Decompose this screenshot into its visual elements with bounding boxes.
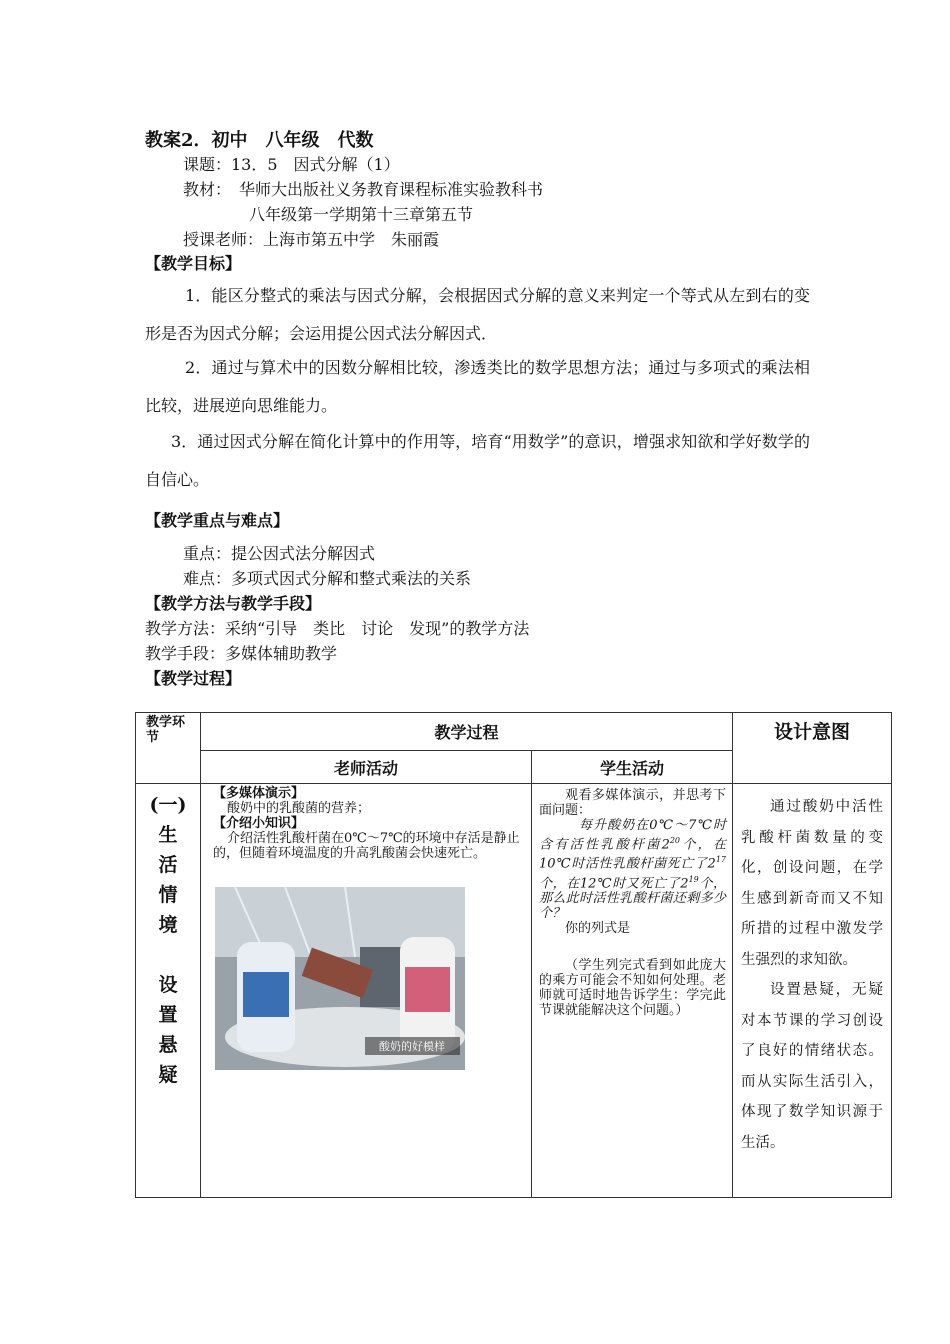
goal-1: 1．能区分整式的乘法与因式分解，会根据因式分解的意义来判定一个等式从左到右的变形是否为因式分解；会运用提公因式法分解因式． (145, 286, 810, 343)
lesson-teacher: 授课老师：上海市第五中学 朱丽霞 (183, 230, 440, 249)
textbook-line-1: 教材： 华师大出版社义务教育课程标准实验教科书 (183, 180, 544, 199)
multimedia-label: 【多媒体演示】 (213, 786, 305, 801)
col-teacher-header: 老师活动 (201, 751, 532, 784)
methods-heading: 【教学方法与教学手段】 (145, 594, 322, 613)
design-intent-2: 设置悬疑，无疑对本节课的学习创设了良好的情绪状态。而从实际生活引入，体现了数学知识源于生活。 (741, 982, 884, 1151)
teacher-activity-cell (201, 784, 532, 1198)
student-expression-prompt: 你的列式是 (565, 920, 631, 936)
student-observe: 观看多媒体演示，并思考下面问题： (539, 788, 727, 818)
stage-char: 境 (158, 914, 178, 936)
goal-2: 2．通过与算术中的因数分解相比较，渗透类比的数学思想方法；通过与多项式的乘法相比较，进展逆向思维能力。 (145, 358, 810, 415)
stage-char: (一) (149, 794, 187, 816)
stage-char: 设 (158, 974, 178, 996)
teaching-method: 教学方法：采纳“引导 类比 讨论 发现”的教学方法 (145, 619, 530, 638)
stage-char (136, 940, 200, 970)
goal-3: 3．通过因式分解在简化计算中的作用等，培育“用数学”的意识，增强求知欲和学好数学的自信心。 (145, 432, 810, 489)
multimedia-text: 酸奶中的乳酸菌的营养； (227, 801, 371, 816)
stage-char: 情 (158, 884, 178, 906)
process-table (135, 712, 892, 1198)
lesson-topic: 课题：13．5 因式分解（1） (183, 155, 400, 174)
key-points-heading: 【教学重点与难点】 (145, 511, 290, 530)
difficulty-point: 难点：多项式因式分解和整式乘法的关系 (183, 569, 472, 588)
student-activity-cell (532, 784, 733, 1198)
col-stage-header: 教学环节 (136, 713, 201, 784)
col-design-header: 设计意图 (733, 713, 892, 784)
stage-cell (136, 784, 201, 1198)
knowledge-text: 介绍活性乳酸杆菌在0℃～7℃的环境中存活是静止的，但随着环境温度的升高乳酸菌会快速死亡。 (213, 831, 520, 861)
design-intent-1: 通过酸奶中活性乳酸杆菌数量的变化，创设问题，在学生感到新奇而又不知所措的过程中激发学生强烈的求知欲。 (741, 799, 884, 968)
yogurt-scene-image (215, 887, 465, 1070)
process-heading: 【教学过程】 (145, 669, 242, 688)
student-question: 每升酸奶在0℃～7℃时含有活性乳酸杆菌$2^{20}$个，在10℃时活性乳酸杆菌死亡了$2^{17}$个，在12℃时又死亡了$2^{19}$个，那么此时活性乳酸杆菌还剩多少个？ (539, 818, 727, 921)
stage-char: 生 (158, 824, 178, 846)
stage-char: 疑 (158, 1064, 178, 1086)
col-process-header: 教学过程 (201, 713, 733, 751)
textbook-line-2: 八年级第一学期第十三章第五节 (249, 205, 474, 224)
student-note: （学生列完式看到如此庞大的乘方可能会不知如何处理。老师就可适时地告诉学生：学完此节课就能解决这个问题。） (539, 957, 727, 1018)
stage-char: 活 (158, 854, 178, 876)
knowledge-label: 【介绍小知识】 (213, 816, 305, 831)
design-intent-cell (733, 784, 892, 1198)
yogurt-photo (215, 887, 465, 1070)
stage-char: 悬 (158, 1034, 178, 1056)
photo-caption: 酸奶的好模样 (379, 1040, 445, 1053)
col-student-header: 学生活动 (532, 751, 733, 784)
goals-heading: 【教学目标】 (145, 254, 242, 273)
key-point: 重点：提公因式法分解因式 (183, 544, 376, 563)
lesson-title: 教案2．初中 八年级 代数 (145, 130, 374, 151)
teaching-means: 教学手段：多媒体辅助教学 (145, 644, 338, 663)
stage-char: 置 (158, 1004, 178, 1026)
